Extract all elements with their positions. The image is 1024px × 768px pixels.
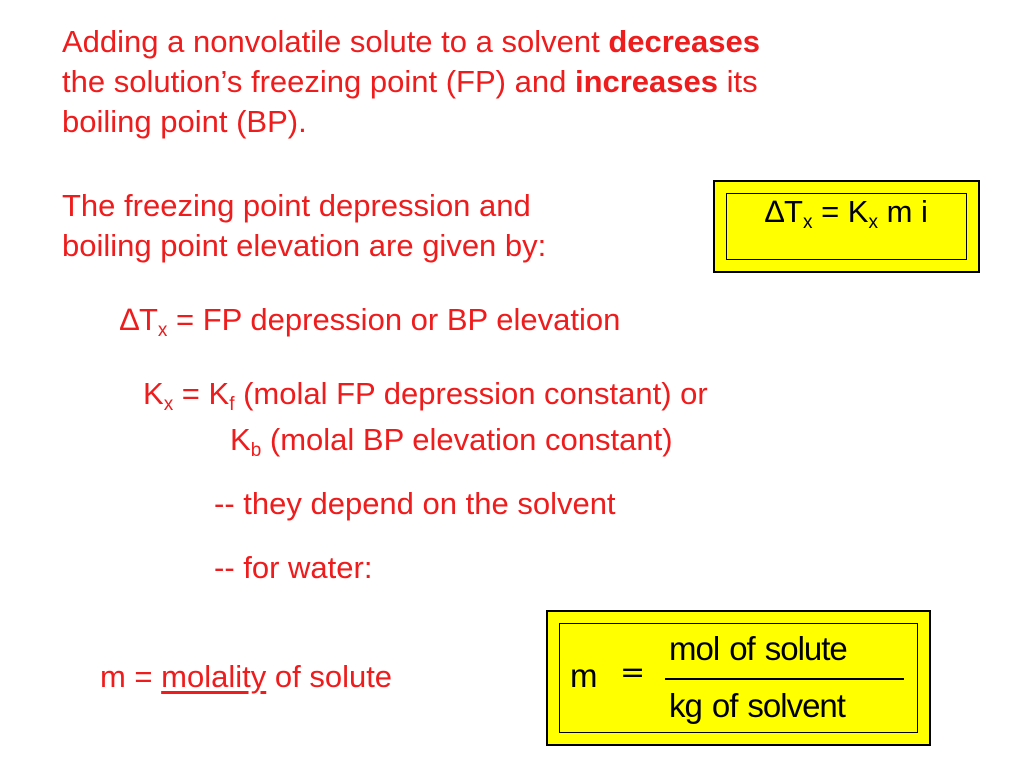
def-kb-text: (molal BP elevation constant) — [261, 422, 673, 457]
given-line-1: The freezing point depression and — [62, 188, 531, 223]
formula-equals-k: = K — [812, 194, 869, 229]
molality-equals: = — [620, 655, 645, 690]
def-kx-eq: = K — [173, 376, 230, 411]
fraction-numerator — [669, 630, 847, 668]
def-molality-word: molality — [161, 659, 267, 694]
def-sub-x: x — [157, 320, 168, 341]
formula-sub-x2: x — [868, 212, 878, 233]
formula-rest: m i — [877, 194, 928, 229]
molality-lhs: m — [570, 657, 597, 694]
molality-formula-box — [546, 610, 931, 746]
given-paragraph — [62, 186, 546, 266]
num-word: solute — [764, 630, 847, 667]
intro-text-3: its — [718, 64, 758, 99]
intro-paragraph — [62, 22, 760, 142]
formula-t: T — [784, 194, 803, 229]
def-kb-sub: b — [250, 440, 262, 461]
intro-text-4: boiling point (BP). — [62, 104, 307, 139]
den-word: kg — [669, 687, 702, 724]
def-kf-sub: f — [229, 394, 235, 415]
def-k: K — [143, 376, 164, 411]
def-delta-t — [120, 300, 620, 340]
def-depend-solvent: -- they depend on the solvent — [214, 486, 616, 521]
given-line-2: boiling point elevation are given by: — [62, 228, 547, 263]
def-m-suffix: of solute — [266, 659, 393, 694]
intro-bold-decreases: decreases — [608, 24, 761, 59]
def-kf-text: (molal FP depression constant) or — [234, 376, 708, 411]
def-molality — [100, 657, 392, 697]
num-word: mol — [669, 630, 720, 667]
intro-bold-increases: increases — [574, 64, 719, 99]
def-kx-sub: x — [163, 394, 174, 415]
den-word: of — [711, 687, 738, 724]
formula-equation — [715, 194, 978, 233]
formula-box — [713, 180, 980, 273]
fraction-bar — [665, 678, 904, 680]
def-kb — [230, 420, 673, 460]
def-m-prefix: m = — [100, 659, 162, 694]
intro-text-2: the solution’s freezing point (FP) and — [62, 64, 575, 99]
def-kx — [143, 374, 708, 414]
delta-symbol: ∆ — [765, 194, 785, 229]
formula-sub-x: x — [802, 212, 813, 233]
den-word: solvent — [747, 687, 845, 724]
fraction-denominator — [669, 687, 845, 725]
def-delta-t-text: = FP depression or BP elevation — [167, 302, 621, 337]
def-t: T — [138, 302, 158, 337]
def-kb-k: K — [230, 422, 251, 457]
def-for-water: -- for water: — [214, 550, 373, 585]
intro-text-1: Adding a nonvolatile solute to a solvent — [62, 24, 609, 59]
num-word: of — [729, 630, 755, 667]
delta-symbol: ∆ — [120, 302, 139, 337]
